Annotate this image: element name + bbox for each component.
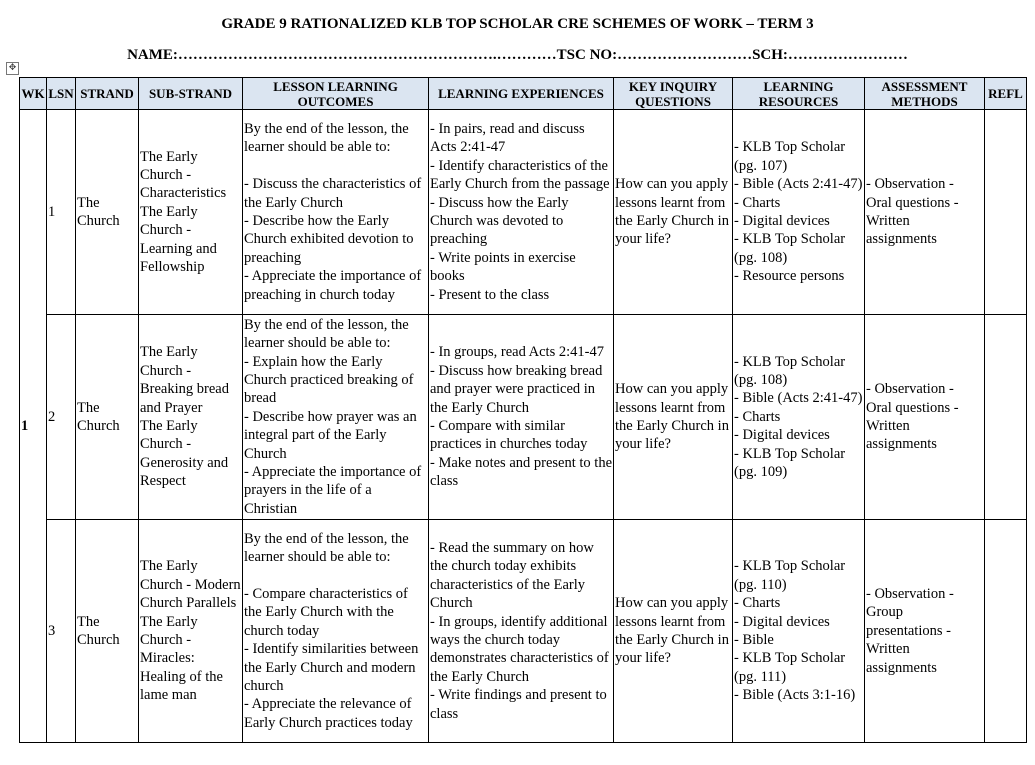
lesson-number: 1 [47, 110, 76, 315]
table-row [20, 315, 1027, 520]
strand-cell: The Church [76, 520, 139, 743]
header-sub-strand: SUB-STRAND [139, 78, 243, 110]
header-learning-outcomes: LESSON LEARNING OUTCOMES [243, 78, 429, 110]
week-number: 1 [20, 110, 47, 743]
sub-strand-cell: The Early Church - Modern Church Parallels The Early Church - Miracles: Healing of the lame man [139, 520, 243, 743]
schemes-of-work-table [19, 77, 1027, 743]
assessment-cell: - Observation - Group presentations - Written assignments [865, 520, 985, 743]
assessment-cell: - Observation - Oral questions - Written assignments [865, 110, 985, 315]
header-lsn: LSN [47, 78, 76, 110]
table-move-handle-icon[interactable]: ✥ [6, 62, 19, 75]
sub-strand-cell: The Early Church - Characteristics The Early Church - Learning and Fellowship [139, 110, 243, 315]
assessment-cell: - Observation - Oral questions - Written assignments [865, 315, 985, 520]
header-reflection: REFL [985, 78, 1027, 110]
header-wk: WK [20, 78, 47, 110]
header-learning-experiences: LEARNING EXPERIENCES [429, 78, 614, 110]
header-learning-resources: LEARNING RESOURCES [733, 78, 865, 110]
lesson-number: 2 [47, 315, 76, 520]
sub-strand-cell: The Early Church - Breaking bread and Prayer The Early Church - Generosity and Respect [139, 315, 243, 520]
table-row [20, 110, 1027, 315]
outcomes-cell: By the end of the lesson, the learner should be able to: - Explain how the Early Church practiced breaking of bread - Describe how prayer was an integral part of the Early Church - Appreciate the importance of prayers in the life of a Christian [243, 315, 429, 520]
document-title: GRADE 9 RATIONALIZED KLB TOP SCHOLAR CRE SCHEMES OF WORK – TERM 3 [221, 16, 814, 32]
experiences-cell: - In pairs, read and discuss Acts 2:41-47 - Identify characteristics of the Early Church from the passage - Discuss how the Early Church was devoted to preaching - Write points in exercise books - Present to the class [429, 110, 614, 315]
strand-cell: The Church [76, 110, 139, 315]
header-assessment-methods: ASSESSMENT METHODS [865, 78, 985, 110]
table-header-row [20, 78, 1027, 110]
resources-cell: - KLB Top Scholar (pg. 108) - Bible (Acts 2:41-47) - Charts - Digital devices - KLB Top Scholar (pg. 109) [733, 315, 865, 520]
name-tsc-school-line: NAME:……………………………………………………….…………TSC NO:………………………SCH:…………………… [127, 47, 908, 63]
experiences-cell: - Read the summary on how the church today exhibits characteristics of the Early Church - In groups, identify additional ways the church today demonstrates characteristics of the Early Church - Write findings and present to class [429, 520, 614, 743]
experiences-cell: - In groups, read Acts 2:41-47 - Discuss how breaking bread and prayer were practiced in the Early Church - Compare with similar practices in churches today - Make notes and present to the class [429, 315, 614, 520]
inquiry-cell: How can you apply lessons learnt from the Early Church in your life? [614, 110, 733, 315]
header-key-inquiry-questions: KEY INQUIRY QUESTIONS [614, 78, 733, 110]
reflection-cell [985, 315, 1027, 520]
table-row [20, 520, 1027, 743]
resources-cell: - KLB Top Scholar (pg. 110) - Charts - Digital devices - Bible - KLB Top Scholar (pg. 111) - Bible (Acts 3:1-16) [733, 520, 865, 743]
header-strand: STRAND [76, 78, 139, 110]
strand-cell: The Church [76, 315, 139, 520]
inquiry-cell: How can you apply lessons learnt from the Early Church in your life? [614, 520, 733, 743]
outcomes-cell: By the end of the lesson, the learner should be able to: - Discuss the characteristics of the Early Church - Describe how the Early Church exhibited devotion to preaching - Appreciate the importance of preaching in church today [243, 110, 429, 315]
reflection-cell [985, 110, 1027, 315]
outcomes-cell: By the end of the lesson, the learner should be able to: - Compare characteristics of the Early Church with the church today - Identify similarities between the Early Church and modern church - Appreciate the relevance of Early Church practices today [243, 520, 429, 743]
inquiry-cell: How can you apply lessons learnt from the Early Church in your life? [614, 315, 733, 520]
reflection-cell [985, 520, 1027, 743]
lesson-number: 3 [47, 520, 76, 743]
resources-cell: - KLB Top Scholar (pg. 107) - Bible (Acts 2:41-47) - Charts - Digital devices - KLB Top Scholar (pg. 108) - Resource persons [733, 110, 865, 315]
